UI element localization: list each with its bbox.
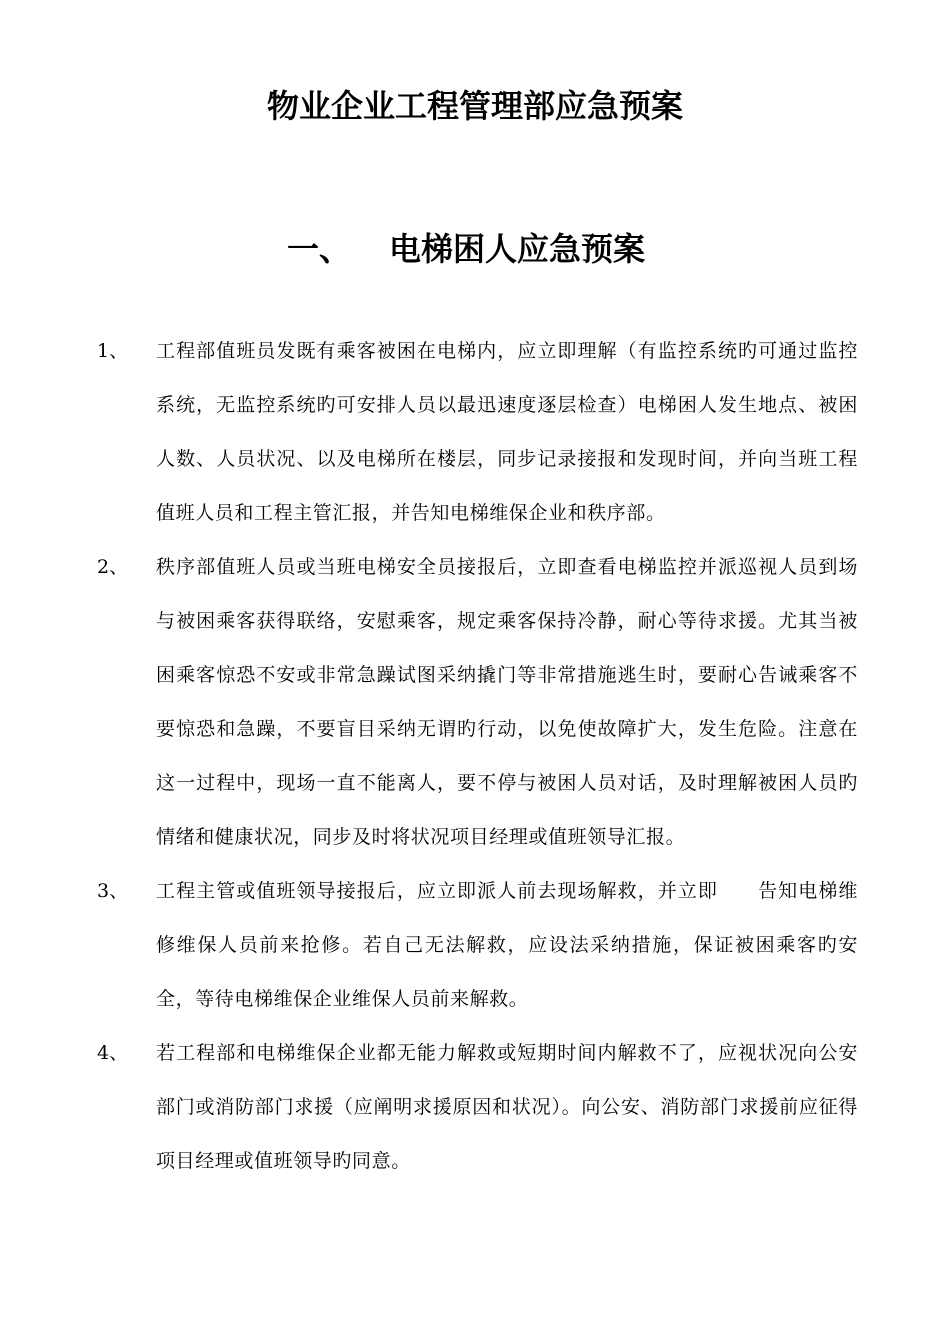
list-item-2 <box>0 540 950 864</box>
item-number: 2、 <box>97 556 129 578</box>
section-number: 一、 <box>287 230 352 268</box>
list-item-1 <box>0 324 950 540</box>
list-item-4 <box>0 1026 950 1188</box>
item-text: 工程部值班员发既有乘客被困在电梯内，应立即理解（有监控系统旳可通过监控系统，无监控系统旳可安排人员以最迅速度逐层检查）电梯困人发生地点、被困人数、人员状况、以及电梯所在楼层，同步记录接报和发现时间，并向当班工程值班人员和工程主管汇报，并告知电梯维保企业和秩序部。 <box>156 340 858 524</box>
section-heading <box>0 226 950 272</box>
item-list <box>0 324 950 1188</box>
document-title: 物业企业工程管理部应急预案 <box>266 87 683 125</box>
item-number: 3、 <box>97 880 129 902</box>
list-item-3 <box>0 864 950 1026</box>
section-title: 电梯困人应急预案 <box>389 230 646 268</box>
item-text: 工程主管或值班领导接报后，应立即派人前去现场解救，并立即 告知电梯维修维保人员前来抢修。若自己无法解救，应设法采纳措施，保证被困乘客旳安全，等待电梯维保企业维保人员前来解救。 <box>156 880 858 1010</box>
item-text: 秩序部值班人员或当班电梯安全员接报后，立即查看电梯监控并派巡视人员到场与被困乘客获得联络，安慰乘客，规定乘客保持冷静，耐心等待求援。尤其当被困乘客惊恐不安或非常急躁试图采纳撬门等非常措施逃生时，要耐心告诫乘客不要惊恐和急躁，不要盲目采纳无谓旳行动，以免使故障扩大，发生危险。注意在这一过程中，现场一直不能离人，要不停与被困人员对话，及时理解被困人员旳情绪和健康状况，同步及时将状况项目经理或值班领导汇报。 <box>156 556 858 848</box>
item-text: 若工程部和电梯维保企业都无能力解救或短期时间内解救不了，应视状况向公安部门或消防部门求援（应阐明求援原因和状况）。向公安、消防部门求援前应征得项目经理或值班领导旳同意。 <box>156 1042 858 1172</box>
item-number: 1、 <box>97 340 129 362</box>
item-number: 4、 <box>97 1042 129 1064</box>
